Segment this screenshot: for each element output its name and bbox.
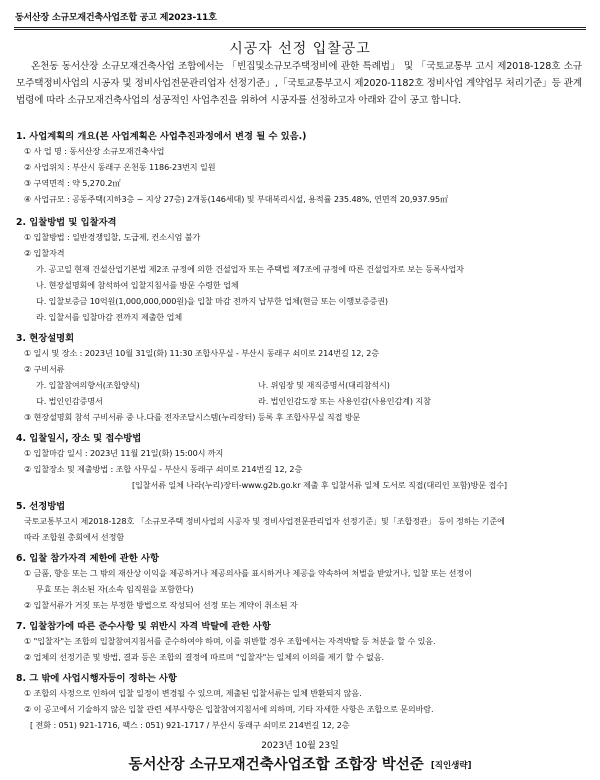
header-rule-bottom <box>14 29 586 30</box>
section-1-title: 1. 사업계획의 개요(본 사업계획은 사업추진과정에서 변경 될 수 있음.) <box>16 131 307 142</box>
notice-date: 2023년 10월 23일 <box>261 741 339 751</box>
header-rule-top <box>14 27 586 28</box>
s3-doc: 나. 위임장 및 재직증명서(대리참석시) <box>258 380 390 390</box>
s3-item: ② 구비서류 <box>24 364 65 374</box>
s1-item: ① 사 업 명 : 동서산장 소규모재건축사업 <box>24 146 165 156</box>
s2-sub-item: 라. 입찰서를 입찰마감 전까지 제출한 업체 <box>36 312 183 322</box>
s4-item-note: [입찰서류 일체 나라(누리)장터-www.g2b.go.kr 제출 후 입찰서류 일체 도서로 직접(대리인 포함)방문 접수] <box>132 480 507 490</box>
intro-paragraph: 온천동 동서산장 소규모재건축사업 조합에서는 「빈집및소규모주택정비에 관한 특례법」 및 「국토교통부 고시 제2018-128호 소규모주택정비사업의 시공자 및 정비사업전문관리업자 선정기준」,「국토교통부고시 제2020-1182호 정비사업 계약업무 처리기준」등 관계법령에 따라 소규모재건축사업의 성공적인 사업추진을 위하여 시공자를 선정하고자 아래와 같이 공고 합니다. <box>16 61 582 106</box>
s8-item: ② 이 공고에서 기술하지 않은 입찰 관련 세부사항은 입찰참여지침서에 의하며, 기타 자세한 사항은 조합으로 문의바람. <box>24 704 434 714</box>
s3-doc: 다. 법인인감증명서 <box>36 396 103 406</box>
s2-sub-item: 다. 입찰보증금 10억원(1,000,000,000원)을 입찰 마감 전까지 납부한 업체(현금 또는 이행보증증권) <box>36 296 388 306</box>
s1-item: ④ 사업규모 : 공동주택(지하3층 ~ 지상 27층) 2개동(146세대) 및 부대복리시설, 용적률 235.48%, 연면적 20,937.95㎡ <box>24 194 449 204</box>
s1-item: ③ 구역면적 : 약 5,270.2㎡ <box>24 178 121 188</box>
s7-item: ② 업체의 선정기준 및 방법, 결과 등은 조합의 결정에 따르며 "입찰자"는 일체의 이의를 제기 할 수 없음. <box>24 652 384 662</box>
notice-number: 동서산장 소규모재건축사업조합 공고 제2023-11호 <box>15 13 217 23</box>
s8-contact: [ 전화 : 051) 921-1716, 팩스 : 051) 921-1717 / 부산시 동래구 쇠미로 214번길 12, 2층 <box>30 720 350 730</box>
s5-text: 따라 조합원 총회에서 선정함 <box>24 532 125 542</box>
s4-item: ① 입찰마감 일시 : 2023년 11월 21일(화) 15:00시 까지 <box>24 448 224 458</box>
s6-item: ① 금품, 향응 또는 그 밖의 재산상 이익을 제공하거나 제공의사를 표시하거나 제공을 약속하여 처벌을 받았거나, 입찰 또는 선정이 <box>24 568 472 578</box>
s3-doc: 가. 입찰참여의향서(조합양식) <box>36 380 140 390</box>
s2-item: ① 입찰방법 : 일반경쟁입찰, 도급제, 컨소시엄 불가 <box>24 232 201 242</box>
s4-item: ② 입찰장소 및 제출방법 : 조합 사무실 - 부산시 동래구 쇠미로 214번길 12, 2층 <box>24 464 303 474</box>
section-4-title: 4. 입찰일시, 장소 및 접수방법 <box>16 433 142 444</box>
s6-item: ② 입찰서류가 거짓 또는 부정한 방법으로 작성되어 선정 또는 계약이 취소된 자 <box>24 600 298 610</box>
s1-item: ② 사업위치 : 부산시 동래구 온천동 1186-23번지 일원 <box>24 162 216 172</box>
s3-doc: 라. 법인인감도장 또는 사용인감(사용인감계) 지참 <box>258 396 431 406</box>
s2-item: ② 입찰자격 <box>24 248 65 258</box>
s8-item: ① 조합의 사정으로 인하여 입찰 일정이 변경될 수 있으며, 제출된 입찰서류는 일체 반환되지 않음. <box>24 688 362 698</box>
s3-item: ③ 현장설명회 참석 구비서류 중 나.다를 전자조달시스템(누리장터) 등록 후 조합사무실 직접 방문 <box>24 412 361 422</box>
s5-text: 국토교통부고시 제2018-128호 「소규모주택 정비사업의 시공자 및 정비사업전문관리업자 선정기준」및「조합정관」 등이 정하는 기준에 <box>24 516 505 526</box>
signature-line <box>0 753 600 774</box>
notice-title: 시공자 선정 입찰공고 <box>229 41 371 57</box>
section-5-title: 5. 선정방법 <box>16 501 66 512</box>
section-2-title: 2. 입찰방법 및 입찰자격 <box>16 217 117 228</box>
section-3-title: 3. 현장설명회 <box>16 333 75 344</box>
signature-text: 동서산장 소규모재건축사업조합 조합장 박선준 <box>128 757 424 773</box>
section-8-title: 8. 그 밖에 사업시행자등이 정하는 사항 <box>16 673 177 684</box>
seal-note: [직인생략] <box>430 761 472 771</box>
s6-item-cont: 무효 또는 취소된 자(소속 임직원을 포함한다) <box>36 584 194 594</box>
s3-item: ① 일시 및 장소 : 2023년 10월 31일(화) 11:30 조합사무실 - 부산시 동래구 쇠미로 214번길 12, 2층 <box>24 348 379 358</box>
section-6-title: 6. 입찰 참가자격 제한에 관한 사항 <box>16 553 159 564</box>
s2-sub-item: 가. 공고일 현재 건설산업기본법 제2조 규정에 의한 건설업자 또는 주택법 제7조에 규정에 따른 건설업자로 보는 등록사업자 <box>36 264 464 274</box>
section-7-title: 7. 입찰참가에 따른 준수사항 및 위반시 자격 박탈에 관한 사항 <box>16 621 271 632</box>
s2-sub-item: 나. 현장설명회에 참석하여 입찰지침서를 방문 수령한 업체 <box>36 280 239 290</box>
s7-item: ① "입찰자"는 조합의 입찰참여지침서를 준수하여야 하며, 이를 위반할 경우 조합에서는 자격박탈 등 처분을 할 수 있음. <box>24 636 436 646</box>
